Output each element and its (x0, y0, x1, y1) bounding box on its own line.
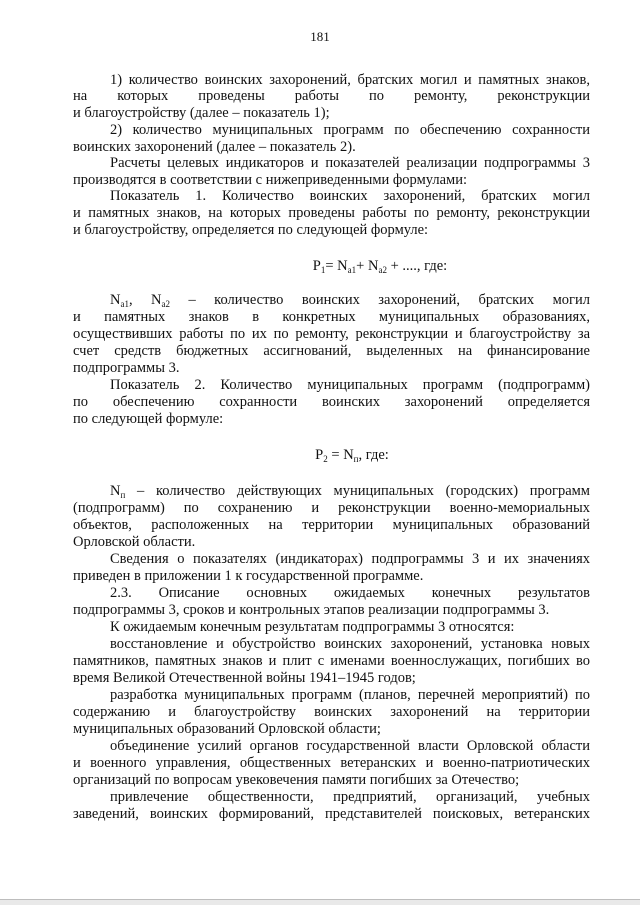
text-line: объектов, расположенных на территории муниципальных образований (73, 517, 590, 533)
text-line: организаций по вопросам увековечения памяти погибших за Отечество; (73, 772, 520, 788)
formula-indicator-2: $P_2 = N_п$, где: (315, 447, 389, 464)
text-line: воинских захоронений (далее – показатель 2). (73, 139, 356, 155)
text-line: и памятных знаков в конкретных муниципальных образованиях, (73, 309, 590, 325)
text-line: К ожидаемым конечным результатам подпрограммы 3 относятся: (110, 619, 515, 635)
text-line: и памятных знаков, на которых проведены работы по ремонту, реконструкции (73, 205, 590, 221)
text-line: по следующей формуле: (73, 411, 224, 427)
text-line: подпрограммы 3, сроков и контрольных этапов реализации подпрограммы 3. (73, 602, 550, 618)
text-line: по обеспечению сохранности воинских захоронений определяется (73, 394, 590, 410)
text-line: разработка муниципальных программ (планов, перечней мероприятий) по (110, 687, 590, 703)
text-line: и благоустройству, определяется по следующей формуле: (73, 222, 429, 238)
text-line: $N_{а1}$, $N_{а2}$ – количество воинских захоронений, братских могил (110, 292, 590, 309)
page-number: 181 (310, 29, 330, 44)
text-line: Орловской области. (73, 534, 196, 550)
text-line: счет средств бюджетных ассигнований, выделенных на финансирование (73, 343, 590, 359)
text-line: 1) количество воинских захоронений, братских могил и памятных знаков, (110, 72, 590, 88)
text-line: восстановление и обустройство воинских захоронений, установка новых (110, 636, 590, 652)
text-line: Показатель 1. Количество воинских захоронений, братских могил (110, 188, 590, 204)
text-line: объединение усилий органов государственной власти Орловской области (110, 738, 590, 754)
text-line: Расчеты целевых индикаторов и показателей реализации подпрограммы 3 (110, 155, 590, 171)
text-line: содержанию и благоустройству воинских захоронений на территории (73, 704, 590, 720)
text-line: 2.3. Описание основных ожидаемых конечных результатов (110, 585, 590, 601)
text-line: и благоустройству (далее – показатель 1); (73, 105, 330, 121)
text-line: производятся в соответствии с нижеприведенными формулами: (73, 172, 467, 188)
text-line: подпрограммы 3. (73, 360, 180, 376)
text-line: Показатель 2. Количество муниципальных программ (подпрограмм) (110, 377, 590, 393)
text-line: (подпрограмм) по сохранению и реконструкции военно-мемориальных (73, 500, 590, 516)
text-line: Сведения о показателях (индикаторах) подпрограммы 3 и их значениях (110, 551, 590, 567)
text-line: муниципальных образований Орловской области; (73, 721, 381, 737)
formula-indicator-1: $P_1= N_{a1}+ N_{a2}$ + ...., где: (312, 258, 448, 275)
text-line: 2) количество муниципальных программ по обеспечению сохранности (110, 122, 590, 138)
text-line: памятников, памятных знаков и плит с именами военнослужащих, погибших во (73, 653, 590, 669)
text-line: привлечение общественности, предприятий, организаций, учебных (110, 789, 590, 805)
text-line: на которых проведены работы по ремонту, реконструкции (73, 88, 590, 104)
scan-bottom-edge (0, 899, 640, 905)
text-line: $N_п$ – количество действующих муниципальных (городских) программ (110, 483, 590, 500)
text-line: заведений, воинских формирований, представителей поисковых, ветеранских (73, 806, 590, 822)
text-line: время Великой Отечественной войны 1941–1945 годов; (73, 670, 416, 686)
text-line: и военного управления, общественных ветеранских и военно-патриотических (73, 755, 590, 771)
text-line: приведен в приложении 1 к государственной программе. (73, 568, 424, 584)
text-line: осуществивших работы по их по ремонту, реконструкции и благоустройству за (73, 326, 590, 342)
